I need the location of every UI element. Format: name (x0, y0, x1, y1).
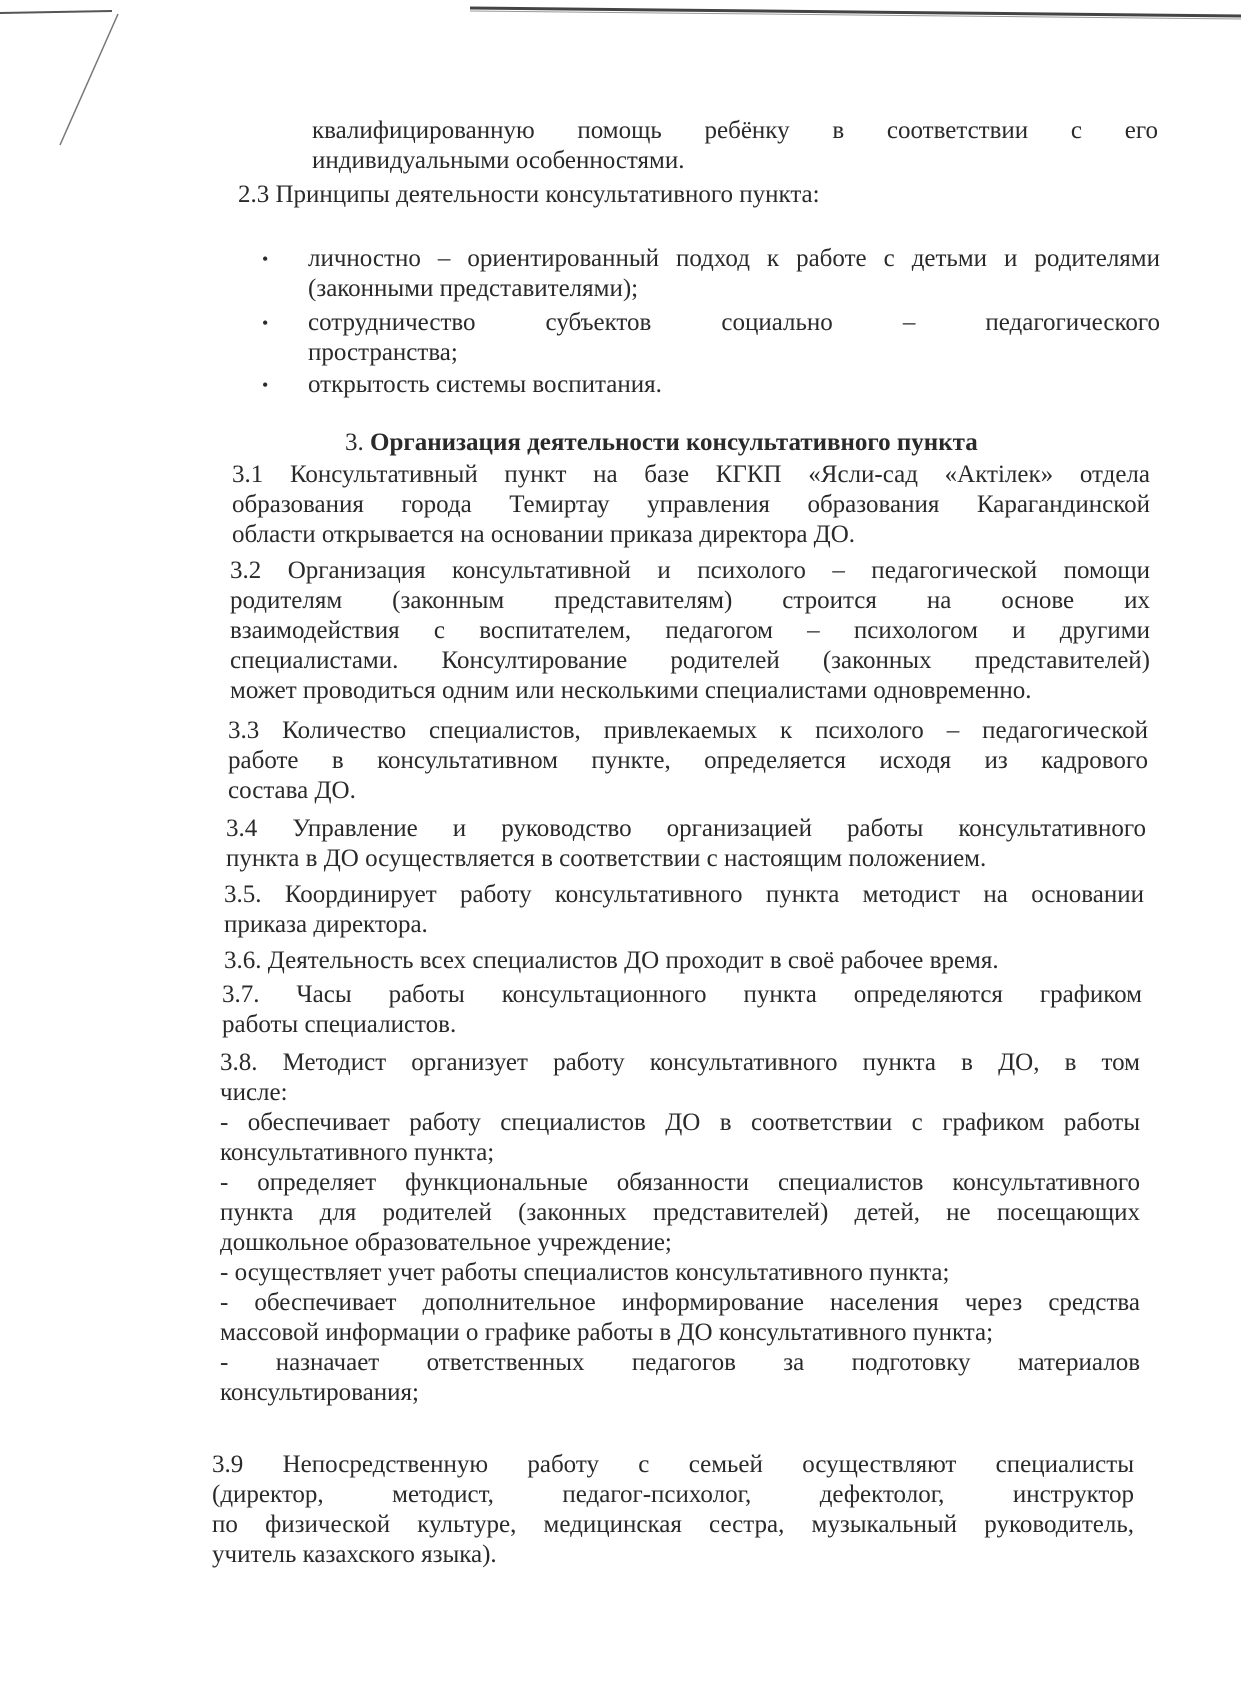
paragraph-3-4 (226, 814, 1146, 874)
paragraph-3-5 (224, 880, 1144, 940)
text-line: взаимодействия с воспитателем, педагогом – психологом и другими (230, 617, 1150, 644)
bullet-icon: • (262, 313, 269, 333)
paragraph-3-7 (222, 980, 1142, 1040)
text-line: дошкольное образовательное учреждение; (220, 1229, 672, 1256)
paragraph-3-6 (224, 946, 1144, 976)
text-line: образования города Темиртау управления образования Карагандинской (232, 491, 1150, 518)
scan-corner-mark (50, 10, 130, 150)
text-line: 3.8. Методист организует работу консультативного пункта в ДО, в том (220, 1049, 1140, 1076)
principles-heading (238, 180, 1158, 210)
text-line: - назначает ответственных педагогов за подготовку материалов (220, 1349, 1140, 1376)
bullet-icon: • (262, 375, 269, 395)
text-line: личностно – ориентированный подход к работе с детьми и родителями (308, 245, 1160, 272)
text-line: специалистами. Консултирование родителей (законных представителей) (230, 647, 1150, 674)
text-line: 3.1 Консультативный пункт на базе КГКП «Ясли-сад «Актілек» отдела (232, 461, 1150, 488)
text-line: приказа директора. (224, 911, 428, 938)
section-title: Организация деятельности консультативного пункта (370, 429, 978, 456)
text-line: 2.3 Принципы деятельности консультативного пункта: (238, 181, 820, 208)
text-line: по физической культуре, медицинская сестра, музыкальный руководитель, (212, 1511, 1134, 1538)
text-line: - осуществляет учет работы специалистов консультативного пункта; (220, 1259, 950, 1286)
paragraph-3-1 (232, 460, 1150, 550)
text-line: пространства; (308, 339, 458, 366)
text-line: работе в консультативном пункте, определяется исходя из кадрового (228, 747, 1148, 774)
text-line: может проводиться одним или несколькими специалистами одновременно. (230, 677, 1032, 704)
scan-top-edge (0, 0, 1241, 30)
text-line: родителям (законным представителям) строится на основе их (230, 587, 1150, 614)
text-line: 3.7. Часы работы консультационного пункта определяются графиком (222, 981, 1142, 1008)
text-line: числе: (220, 1079, 288, 1106)
text-line: 3.4 Управление и руководство организацией работы консультативного (226, 815, 1146, 842)
paragraph-3-8 (220, 1048, 1140, 1408)
text-line: консультирования; (220, 1379, 419, 1406)
text-line: пункта для родителей (законных представителей) детей, не посещающих (220, 1199, 1140, 1226)
text-line: открытость системы воспитания. (308, 371, 662, 398)
bullet-item (262, 370, 1162, 400)
text-line: (директор, методист, педагог-психолог, дефектолог, инструктор (212, 1481, 1134, 1508)
text-line: сотрудничество субъектов социально – педагогического (308, 309, 1160, 336)
text-line: 3.5. Координирует работу консультативного пункта методист на основании (224, 881, 1144, 908)
paragraph-3-9 (212, 1450, 1134, 1570)
text-line: 3.3 Количество специалистов, привлекаемых к психолого – педагогической (228, 717, 1148, 744)
text-line: учитель казахского языка). (212, 1541, 497, 1568)
text-line: 3.9 Непосредственную работу с семьей осуществляют специалисты (212, 1451, 1134, 1478)
text-line: индивидуальными особенностями. (312, 147, 685, 174)
text-line: пункта в ДО осуществляется в соответствии с настоящим положением. (226, 845, 987, 872)
section-heading (345, 428, 978, 458)
text-line: области открывается на основании приказа директора ДО. (232, 521, 856, 548)
section-number: 3. (345, 429, 364, 456)
bullet-icon: • (262, 249, 269, 269)
text-line: работы специалистов. (222, 1011, 457, 1038)
text-line: - обеспечивает работу специалистов ДО в соответствии с графиком работы (220, 1109, 1140, 1136)
bullet-item (262, 244, 1162, 304)
text-line: состава ДО. (228, 777, 356, 804)
text-line: - обеспечивает дополнительное информирование населения через средства (220, 1289, 1140, 1316)
text-line: квалифицированную помощь ребёнку в соответствии с его (312, 117, 1158, 144)
intro-continuation (312, 116, 1158, 176)
paragraph-3-2 (230, 556, 1150, 706)
text-line: (законными представителями); (308, 275, 639, 302)
bullet-item (262, 308, 1162, 368)
text-line: 3.2 Организация консультативной и психолого – педагогической помощи (230, 557, 1150, 584)
text-line: консультативного пункта; (220, 1139, 495, 1166)
paragraph-3-3 (228, 716, 1148, 806)
text-line: 3.6. Деятельность всех специалистов ДО проходит в своё рабочее время. (224, 947, 999, 974)
text-line: массовой информации о графике работы в ДО консультативного пункта; (220, 1319, 994, 1346)
text-line: - определяет функциональные обязанности специалистов консультативного (220, 1169, 1140, 1196)
